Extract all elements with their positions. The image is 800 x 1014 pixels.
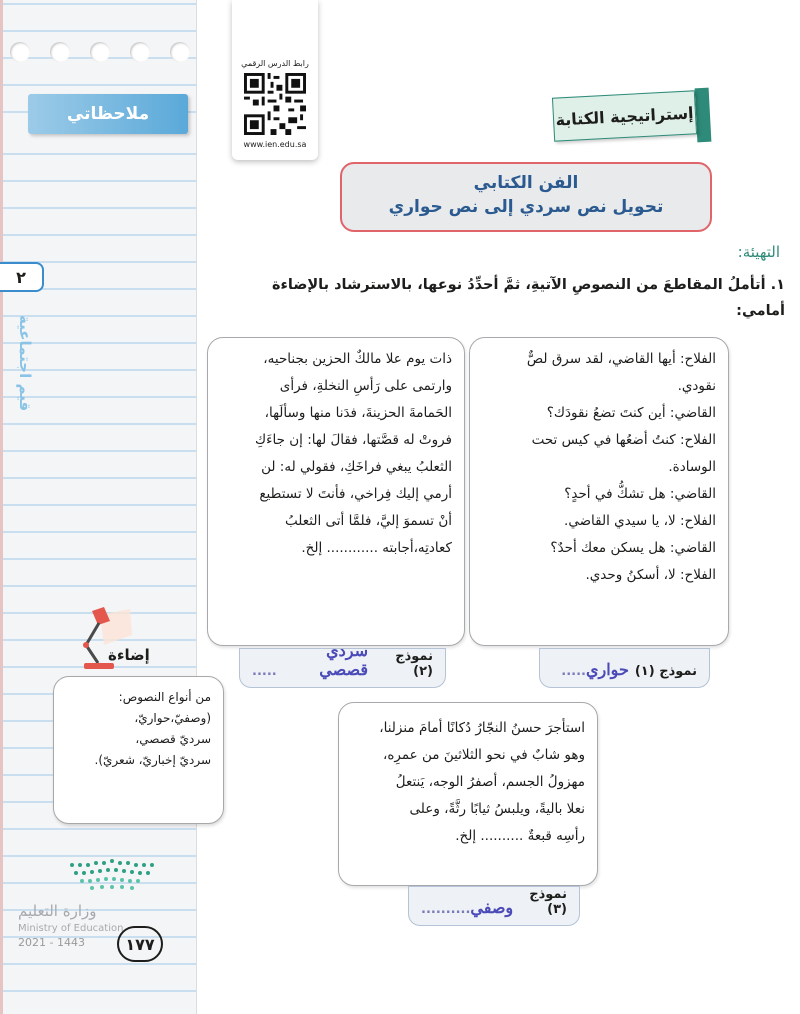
text-line: الفلاح: أيها القاضي، لقد سرق لصٌّ bbox=[526, 351, 716, 367]
binder-holes bbox=[10, 42, 190, 62]
binder-hole bbox=[130, 42, 150, 62]
qr-url[interactable]: www.ien.edu.sa bbox=[243, 140, 307, 149]
notes-title: ملاحظاتي bbox=[28, 94, 188, 134]
text-line: الثعلبُ يبغي فراخَكِ، فقولي له: لن bbox=[261, 459, 452, 475]
text-line: فروتْ له قصَّتها، فقالَ لها: إن جاءَكِ bbox=[255, 432, 452, 448]
answer-dots: .......... bbox=[421, 902, 471, 917]
light-line: سرديّ إخباريّ، شعريّ). bbox=[94, 753, 211, 767]
text-line: القاضي: هل تشكُّ في أحدٍ؟ bbox=[564, 486, 716, 502]
unit-number: ٢ bbox=[0, 262, 44, 292]
text-line: الحَمامةَ الحزينةَ، فدَنا منها وسألَها، bbox=[264, 405, 452, 421]
model-1-label bbox=[539, 648, 710, 688]
warmup-heading: التهيئة: bbox=[737, 243, 780, 261]
ministry-logo-icon bbox=[62, 857, 162, 891]
margin-line bbox=[0, 0, 3, 1014]
text-line: أنْ تسموَ إليَّ، فلمَّا أتى الثعلبُ bbox=[285, 513, 452, 529]
text-card-model-2 bbox=[207, 337, 465, 646]
ministry-name-ar: وزارة التعليم bbox=[18, 902, 97, 920]
text-line: وارتمى على رَأسِ النخلةِ، فرأى bbox=[279, 378, 452, 394]
binder-hole bbox=[10, 42, 30, 62]
strategy-tab: إستراتيجية الكتابة bbox=[552, 90, 697, 141]
ministry-name-en: Ministry of Education bbox=[18, 923, 124, 934]
text-line: الفلاح: لا، أسكنُ وحدي. bbox=[585, 567, 716, 583]
binder-hole bbox=[50, 42, 70, 62]
lesson-subtitle: تحويل نص سردي إلى نص حواري bbox=[388, 197, 664, 217]
text-line: الفلاح: كنتُ أضعُها في كيس تحت bbox=[531, 432, 716, 448]
answer-dots: ..... bbox=[252, 664, 277, 679]
unit-name: قيم اجتماعية bbox=[16, 314, 34, 412]
model-2-label bbox=[239, 641, 446, 688]
model-label-text: نموذج (٣) bbox=[529, 887, 567, 917]
lesson-title: الفن الكتابي bbox=[473, 173, 579, 193]
lesson-title-box bbox=[340, 162, 712, 232]
text-line: كعادتِه،أجابته ............ إلخ. bbox=[301, 540, 452, 556]
qr-card[interactable] bbox=[232, 0, 318, 160]
model-3-label bbox=[408, 886, 580, 926]
qr-code-icon[interactable] bbox=[244, 73, 306, 135]
light-line: سرديّ قصصي، bbox=[135, 732, 211, 746]
answer-dots: ..... bbox=[561, 664, 586, 679]
light-line: (وصفيّ،حواريّ، bbox=[134, 711, 211, 725]
page-number: ١٧٧ bbox=[117, 926, 163, 962]
model-2-answer[interactable]: سردي قصصي bbox=[319, 641, 368, 679]
lamp-icon bbox=[70, 605, 140, 675]
text-line: القاضي: هل يسكن معك أحدٌ؟ bbox=[550, 540, 716, 556]
text-line: الفلاح: لا، يا سيدي القاضي. bbox=[564, 513, 716, 529]
light-line: من أنواع النصوص: bbox=[118, 690, 211, 704]
text-line: مهزولُ الجسم، أصفرُ الوجه، يَنتعلُ bbox=[395, 774, 585, 790]
text-line: أرمي إليك فِراخي، فأنتَ لا تستطيع bbox=[259, 486, 452, 502]
text-line: نقودي. bbox=[677, 378, 716, 394]
binder-hole bbox=[90, 42, 110, 62]
binder-hole bbox=[170, 42, 190, 62]
question-1: ١. أتأملُ المقاطعَ من النصوصِ الآتيةِ، ثمَّ أحدِّدُ نوعها، بالاسترشاد بالإضاءة أمامي: bbox=[271, 277, 785, 319]
text-line: استأجرَ حسنُ النجّارُ دُكانًا أمامَ منزلنا، bbox=[379, 720, 585, 736]
text-line: نعلا باليةً، ويلبسُ ثيابًا رثَّةً، وعلى bbox=[409, 801, 585, 817]
model-1-answer[interactable]: حواري bbox=[585, 660, 629, 679]
model-label-text: نموذج (٢) bbox=[395, 649, 433, 679]
qr-label: رابط الدرس الرقمي bbox=[241, 59, 309, 68]
model-3-answer[interactable]: وصفي bbox=[470, 898, 514, 917]
text-line: ذات يوم علا مالكٌ الحزين بجناحيه، bbox=[263, 351, 452, 367]
model-label-text: نموذج (١) bbox=[634, 664, 697, 679]
ministry-year: 2021 - 1443 bbox=[18, 936, 85, 949]
light-title: إضاءة bbox=[108, 646, 150, 664]
text-line: وهو شابٌ في نحو الثلاثينَ من عمرِه، bbox=[383, 747, 585, 763]
text-line: الوسادة. bbox=[668, 459, 716, 475]
text-line: رأسِه قبعةٌ .......... إلخ. bbox=[455, 828, 585, 844]
light-box bbox=[53, 676, 224, 824]
text-card-model-1 bbox=[469, 337, 729, 646]
strategy-flag bbox=[695, 88, 712, 143]
text-line: القاضي: أين كنتَ تضعُ نقودَك؟ bbox=[546, 405, 716, 421]
text-card-model-3 bbox=[338, 702, 598, 886]
